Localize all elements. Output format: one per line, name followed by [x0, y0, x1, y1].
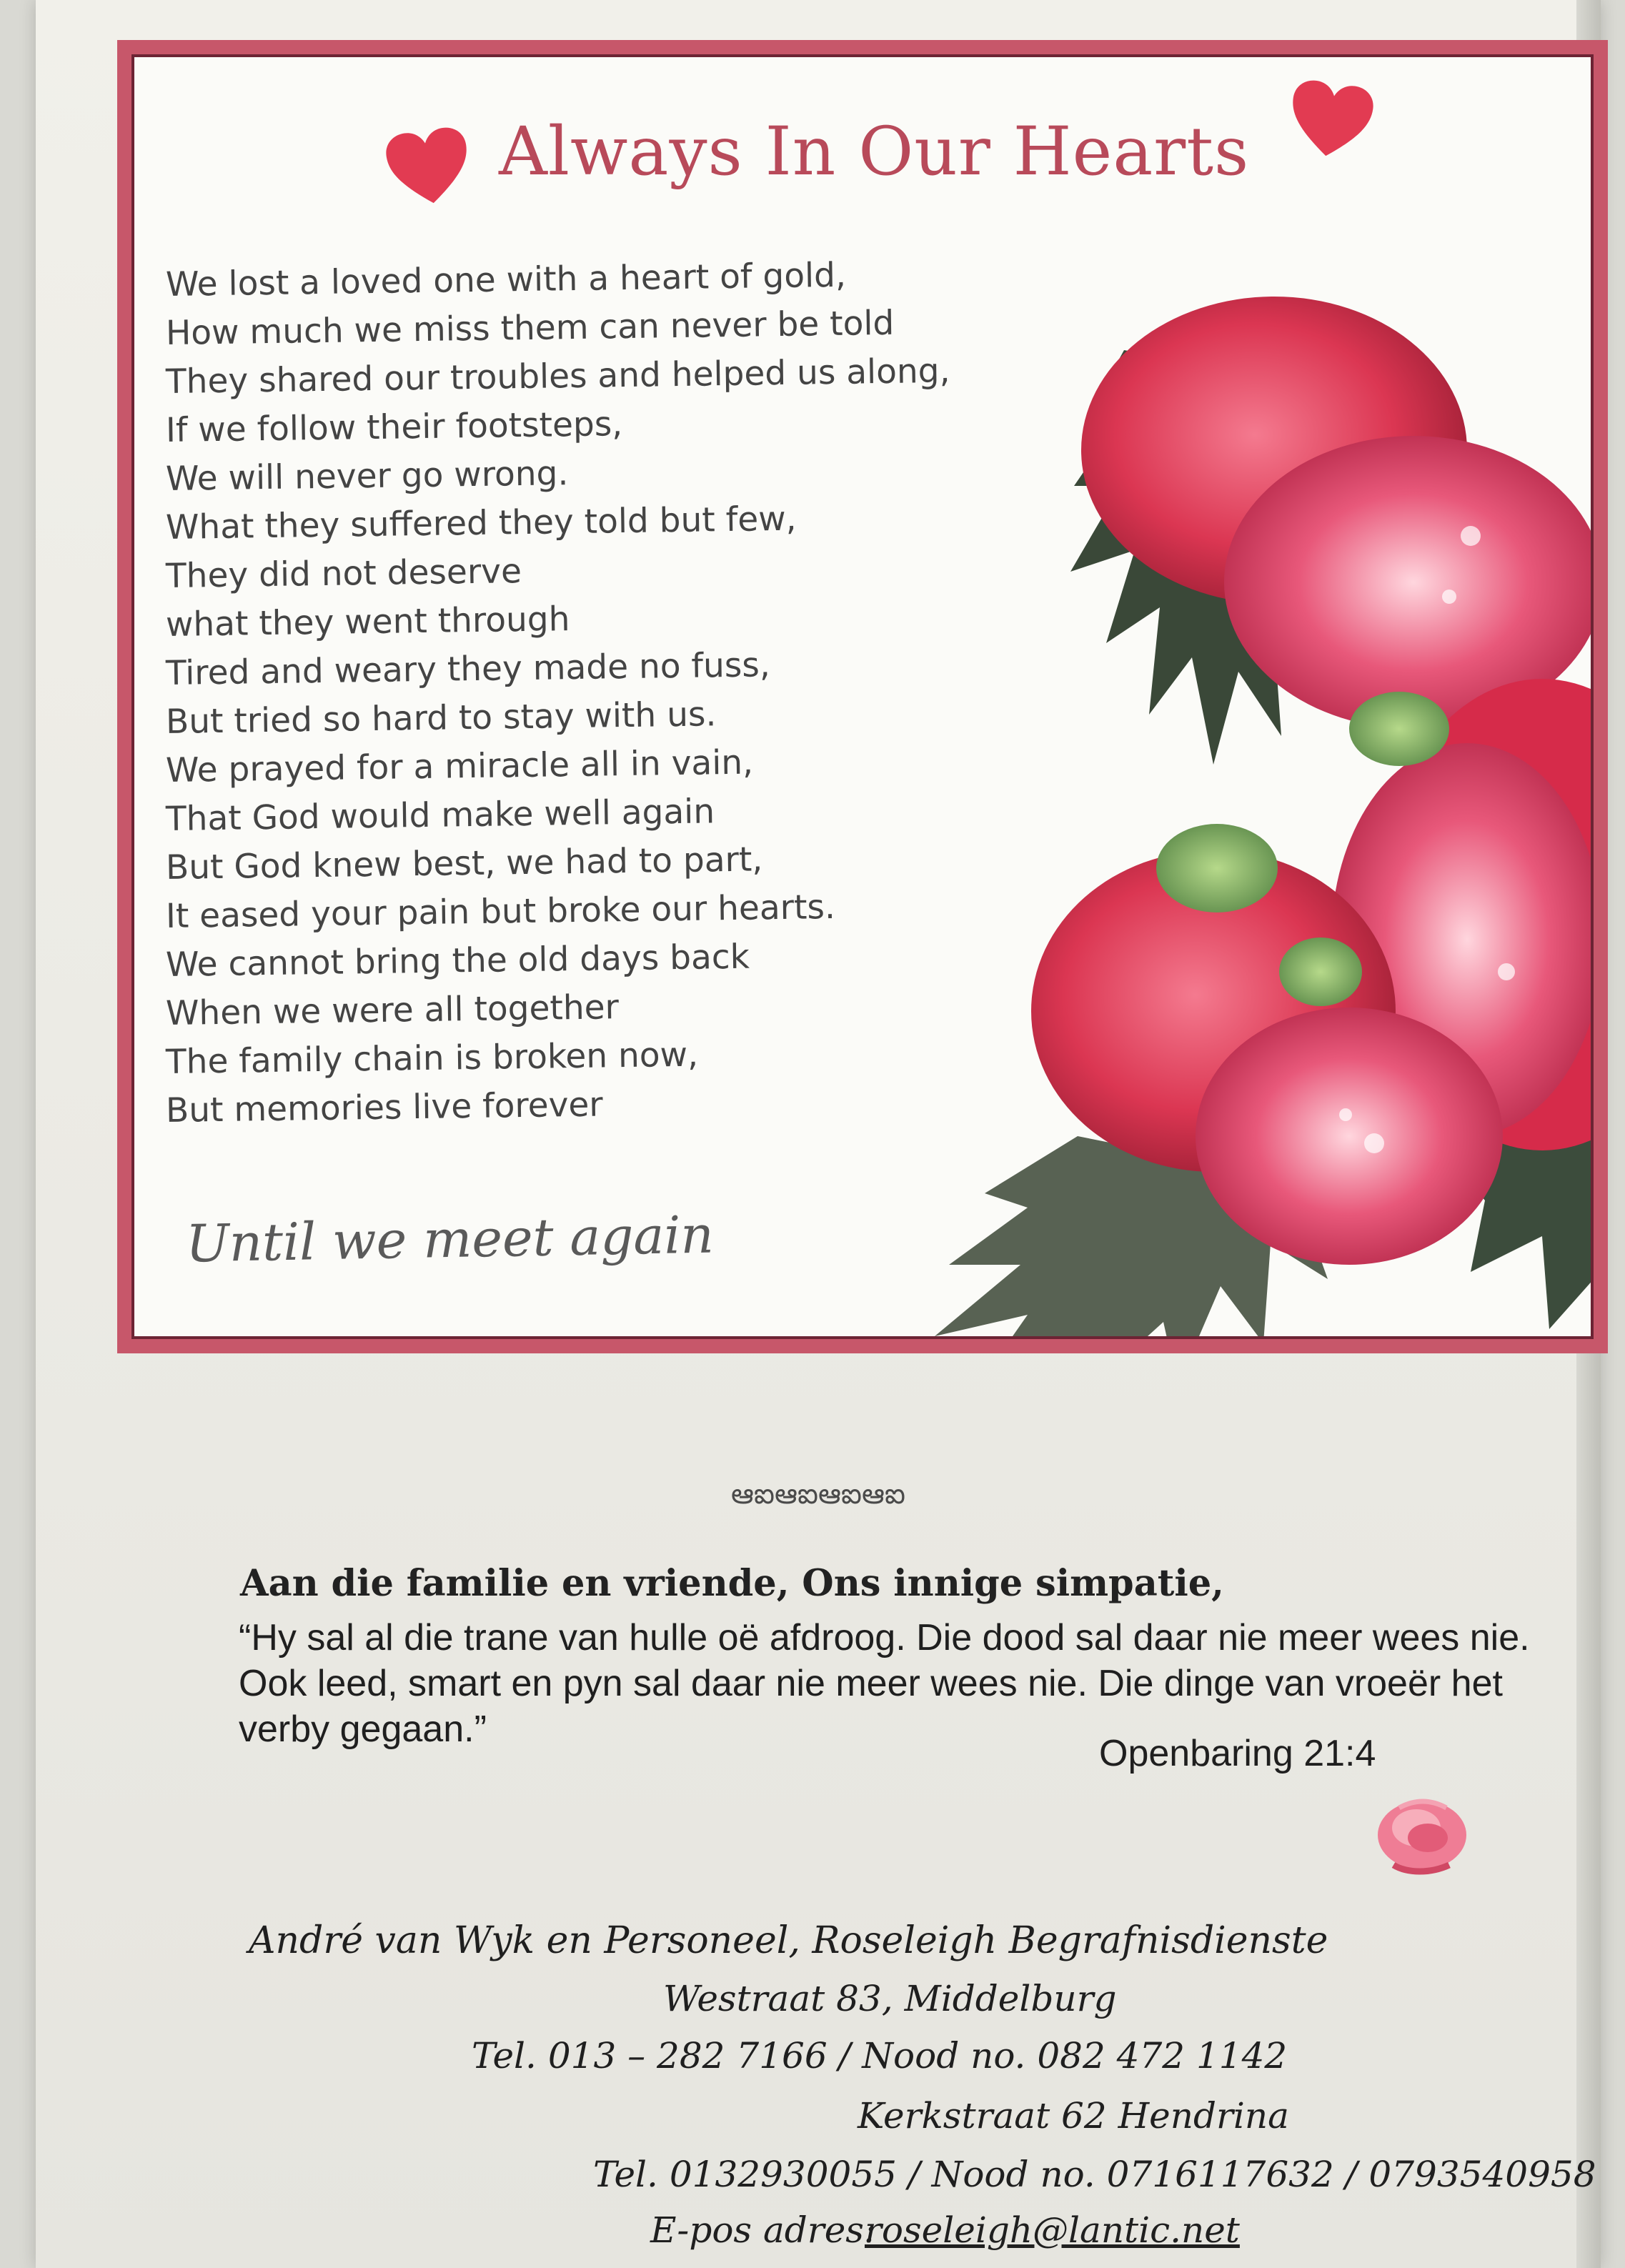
card-title: Always In Our Hearts — [499, 113, 1250, 191]
funeral-home-address-2: Kerkstraat 62 Hendrina — [858, 2095, 1289, 2137]
memorial-page — [36, 0, 1601, 2268]
email-label: E-pos adres: — [650, 2209, 876, 2251]
scripture-reference: Openbaring 21:4 — [1099, 1733, 1376, 1774]
funeral-home-phone-1: Tel. 013 – 282 7166 / Nood no. 082 472 1142 — [472, 2035, 1288, 2076]
memorial-card — [117, 40, 1608, 1353]
poem-line: They did not deserve — [165, 552, 522, 596]
rose-icon — [1365, 1779, 1479, 1886]
signoff-text: Until we meet again — [185, 1204, 715, 1274]
poem-line: That God would make well again — [165, 792, 715, 839]
funeral-home-name: André van Wyk en Personeel, Roseleigh Begrafnisdienste — [249, 1919, 1328, 1962]
poem-line: How much we miss them can never be told — [165, 303, 895, 353]
funeral-home-phone-2: Tel. 0132930055 / Nood no. 0716117632 / 0793540958 — [593, 2154, 1596, 2195]
poem-line: What they suffered they told but few, — [165, 499, 797, 547]
decorative-divider: ఆఐఆఐఆఐఆఐ — [731, 1478, 905, 1511]
poem-line: We will never go wrong. — [165, 454, 569, 499]
poem-line: But tried so hard to stay with us. — [165, 695, 717, 742]
scripture-quote: “Hy sal al die trane van hulle oë afdroog. Die dood sal daar nie meer wees nie. Ook leed, smart en pyn sal daar nie meer wees nie. Die dinge van vroeër het verby gegaan.” — [239, 1617, 1530, 1750]
poem-line: But memories live forever — [165, 1085, 604, 1130]
condolence-heading: Aan die familie en vriende, Ons innige simpatie, — [240, 1562, 1224, 1605]
funeral-home-address-1: Westraat 83, Middelburg — [663, 1978, 1117, 2019]
poem-line: If we follow their footsteps, — [165, 404, 623, 450]
email-link[interactable]: roseleigh@lantic.net — [865, 2209, 1240, 2251]
poem-line: We cannot bring the old days back — [165, 937, 750, 985]
poem-line: But God knew best, we had to part, — [165, 840, 763, 887]
poem-line: When we were all together — [165, 988, 620, 1033]
poem-line: We lost a loved one with a heart of gold, — [165, 255, 847, 304]
poem-line: We prayed for a miracle all in vain, — [165, 742, 754, 790]
heart-icon — [1279, 70, 1383, 174]
poem-line: what they went through — [165, 600, 570, 645]
poem-line: It eased your pain but broke our hearts. — [165, 887, 836, 936]
heart-icon — [377, 117, 481, 221]
memorial-card-inner — [131, 54, 1594, 1339]
funeral-home-contact — [36, 1919, 1625, 2262]
poem-line: Tired and weary they made no fuss, — [165, 645, 771, 693]
poem-line: They shared our troubles and helped us along, — [165, 351, 950, 402]
poem-line: The family chain is broken now, — [165, 1035, 699, 1082]
memorial-poem — [165, 255, 1238, 1135]
